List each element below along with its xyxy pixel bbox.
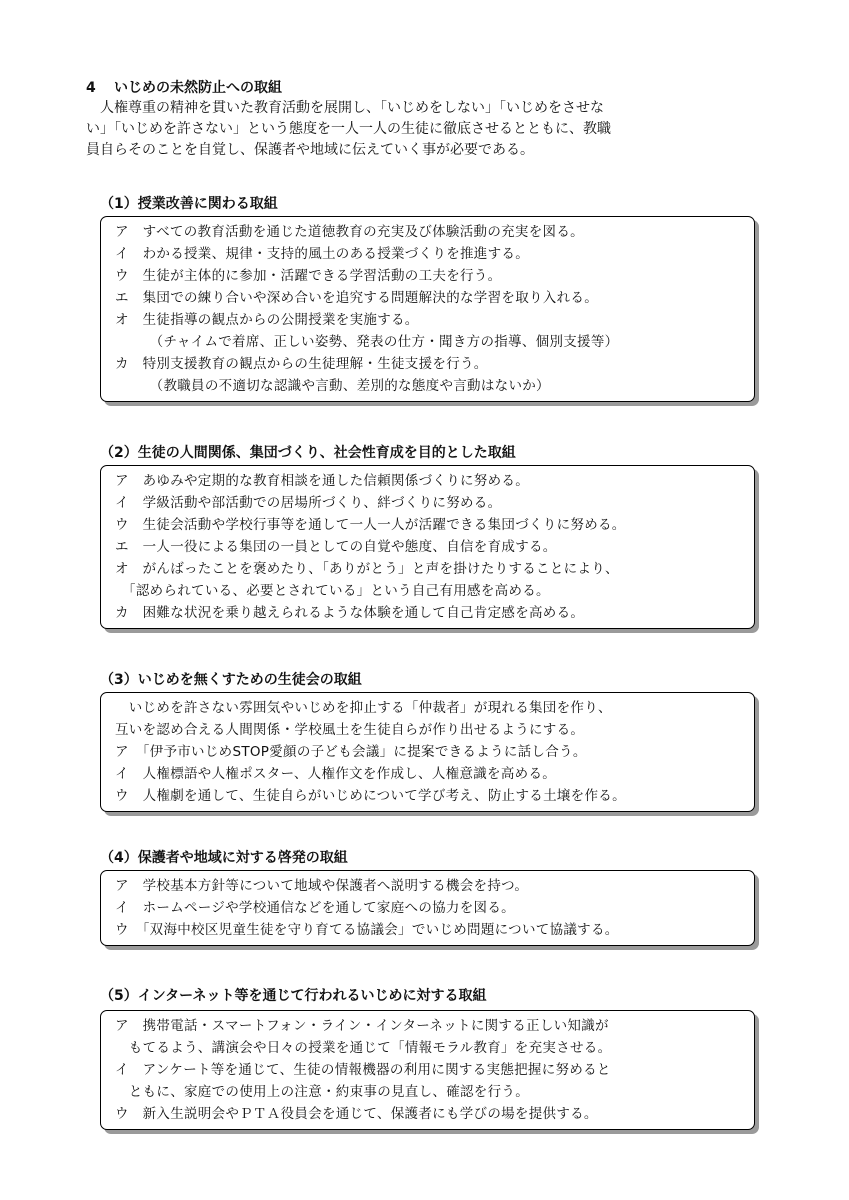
heading-number: 4 [86,80,96,96]
list-item: イ 学級活動や部活動での居場所づくり、絆づくりに努める。 [115,495,502,511]
list-item: ア あゆみや定期的な教育相談を通した信頼関係づくりに努める。 [115,473,529,489]
list-item: ア 学校基本方針等について地域や保護者へ説明する機会を持つ。 [115,878,529,894]
list-item-note: （チャイムで着席、正しい姿勢、発表の仕方・聞き方の指導、個別支援等） [115,334,619,350]
paragraph-line: 互いを認め合える人間関係・学校風土を生徒自らが作り出せるようにする。 [115,722,585,738]
list-item: オ がんばったことを褒めたり、「ありがとう」と声を掛けたりすることにより、 [115,561,619,577]
list-item: ウ 新入生説明会やＰＴＡ役員会を通じて、保護者にも学びの場を提供する。 [115,1106,598,1122]
list-item: カ 特別支援教育の観点からの生徒理解・生徒支援を行う。 [115,356,488,372]
list-item: イ 人権標語や人権ポスター、人権作文を作成し、人権意識を高める。 [115,766,557,782]
list-item: ア 「伊予市いじめSTOP愛顔の子ども会議」に提案できるように話し合う。 [115,744,587,760]
intro-line: 員自らそのことを自覚し、保護者や地域に伝えていく事が必要である。 [86,142,534,158]
list-item-note: （教職員の不適切な認識や言動、差別的な態度や言動はないか） [115,378,550,394]
list-item-continuation: 「認められている、必要とされている」という自己有用感を高める。 [115,583,550,599]
section-title-3: （3）いじめを無くすための生徒会の取組 [100,672,362,688]
list-item-continuation: もてるよう、講演会や日々の授業を通じて「情報モラル教育」を充実させる。 [115,1040,612,1056]
list-item: ウ 人権劇を通して、生徒自らがいじめについて学び考え、防止する土壌を作る。 [115,788,626,804]
list-item: イ アンケート等を通じて、生徒の情報機器の利用に関する実態把握に努めると [115,1062,611,1078]
list-item: オ 生徒指導の観点からの公開授業を実施する。 [115,312,419,328]
list-item: ウ 生徒会活動や学校行事等を通して一人一人が活躍できる集団づくりに努める。 [115,517,626,533]
list-item: ア すべての教育活動を通じた道徳教育の充実及び体験活動の充実を図る。 [115,224,584,240]
list-item: カ 困難な状況を乗り越えられるような体験を通して自己肯定感を高める。 [115,605,585,621]
list-item: ウ 「双海中校区児童生徒を守り育てる協議会」でいじめ問題について協議する。 [115,922,619,938]
section-box-3 [100,692,755,812]
intro-line: 人権尊重の精神を貫いた教育活動を展開し、「いじめをしない」「いじめをさせな [86,100,604,116]
section-box-1 [100,216,755,402]
main-heading [86,77,282,97]
section-title-1: （1）授業改善に関わる取組 [100,196,278,212]
heading-title: いじめの未然防止への取組 [114,80,282,96]
section-title-5: （5）インターネット等を通じて行われるいじめに対する取組 [100,988,487,1004]
section-box-2 [100,465,755,629]
list-item: イ ホームページや学校通信などを通して家庭への協力を図る。 [115,900,515,916]
list-item: イ わかる授業、規律・支持的風土のある授業づくりを推進する。 [115,246,529,262]
list-item: ウ 生徒が主体的に参加・活躍できる学習活動の工夫を行う。 [115,268,502,284]
list-item: エ 集団での練り合いや深め合いを追究する問題解決的な学習を取り入れる。 [115,290,598,306]
list-item: エ 一人一役による集団の一員としての自覚や態度、自信を育成する。 [115,539,557,555]
list-item-continuation: ともに、家庭での使用上の注意・約束事の見直し、確認を行う。 [115,1084,529,1100]
section-title-4: （4）保護者や地域に対する啓発の取組 [100,850,348,866]
section-box-4 [100,870,755,946]
intro-line: い」「いじめを許さない」という態度を一人一人の生徒に徹底させるとともに、教職 [86,121,611,137]
section-box-5 [100,1010,755,1130]
list-item: ア 携帯電話・スマートフォン・ライン・インターネットに関する正しい知識が [115,1018,609,1034]
paragraph-line: いじめを許さない雰囲気やいじめを抑止する「仲裁者」が現れる集団を作り、 [115,700,612,716]
section-title-2: （2）生徒の人間関係、集団づくり、社会性育成を目的とした取組 [100,445,516,461]
intro-paragraph [86,98,776,161]
